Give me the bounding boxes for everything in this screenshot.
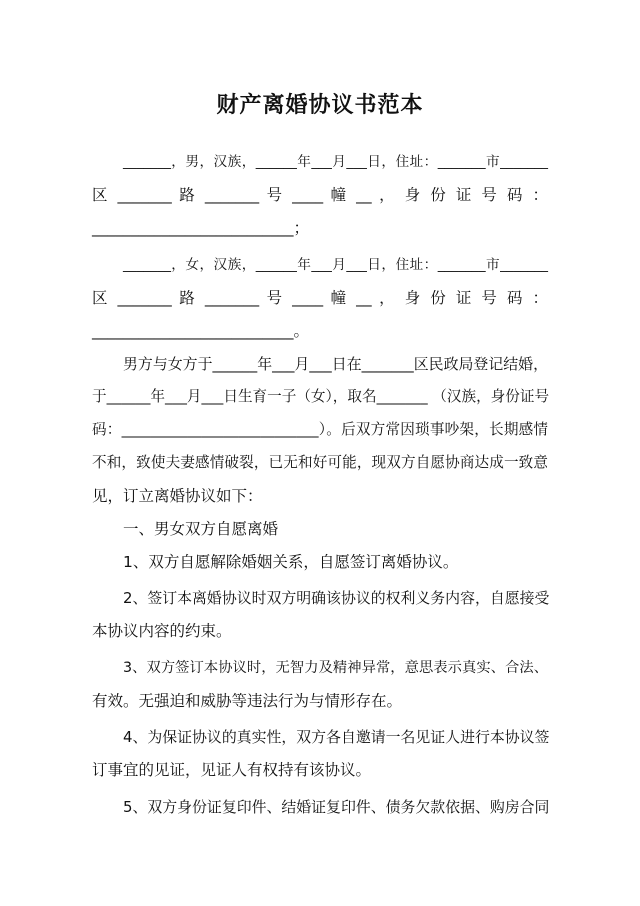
paragraph-line: 不和，致使夫妻感情破裂，已无和好可能，现双方自愿协商达成一致意 [92, 454, 548, 471]
document-title: 财产离婚协议书范本 [216, 93, 424, 118]
paragraph-line: 男方与女方于______年___月___日在_______区民政局登记结婚， [123, 355, 548, 373]
paragraph-line: 区 _______ 路 _______ 号 ____ 幢 __ ， 身 份 证 号 码 ： [92, 186, 548, 204]
paragraph-line: 有效。无强迫和威胁等违法行为与情形存在。 [92, 692, 403, 710]
paragraph-line: 码：___________________________）。后双方常因琐事吵架，长期感情 [92, 421, 548, 438]
paragraph-line: 区 _______ 路 _______ 号 ____ 幢 __ ， 身 份 证 号 码 ： [92, 289, 548, 307]
paragraph-line: 于______年___月___日生育一子（女），取名_______ （汉族，身份证号 [92, 388, 550, 405]
paragraph-line: 4、为保证协议的真实性，双方各自邀请一名见证人进行本协议签 [123, 728, 550, 746]
paragraph-line: _______，男，汉族，______年___月___日，住址：_______市_______ [123, 154, 548, 170]
paragraph-line: 本协议内容的约束。 [92, 622, 232, 640]
paragraph-line: 见，订立离婚协议如下： [92, 487, 263, 505]
paragraph-line: 2、签订本离婚协议时双方明确该协议的权利义务内容，自愿接受 [123, 589, 550, 607]
paragraph-line: 3、双方签订本协议时，无智力及精神异常，意思表示真实、合法、 [123, 660, 548, 676]
paragraph-line: __________________________。 [92, 322, 310, 340]
paragraph-line: 5、双方身份证复印件、结婚证复印件、债务欠款依据、购房合同 [123, 798, 550, 816]
paragraph-line: _______，女，汉族，______年___月___日，住址：_______市_______ [123, 257, 548, 273]
section-heading: 一、男女双方自愿离婚 [123, 520, 279, 538]
paragraph-line: 订事宜的见证，见证人有权持有该协议。 [92, 761, 372, 779]
paragraph-line: __________________________； [92, 219, 310, 237]
paragraph-line: 1、双方自愿解除婚姻关系，自愿签订离婚协议。 [123, 553, 459, 571]
